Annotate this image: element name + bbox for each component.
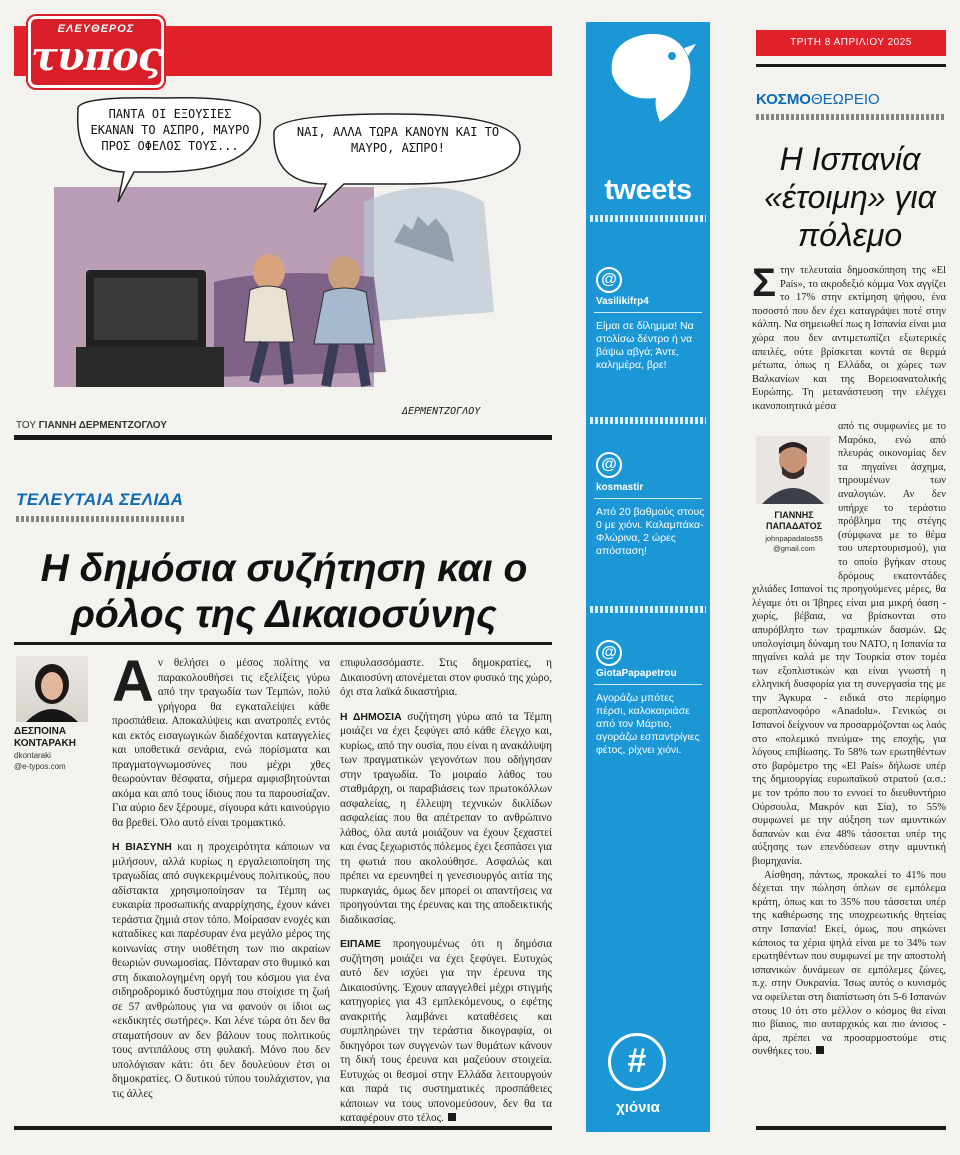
article-headline: Η δημόσια συζήτηση και ο ρόλος της Δικαιοσύνης (40, 547, 528, 636)
author-float-spacer (752, 420, 838, 580)
divider (14, 1126, 552, 1130)
divider (14, 435, 552, 440)
paragraph (340, 710, 552, 928)
paragraph-text: την τελευταία δημοσκόπηση της «El País», το ακροδεξιό κόμμα Vox αγγίζει το 17% στην εκτίμηση ψήφου, ένα ποσοστό που δεν έχει καταγράψει ποτέ στην κάλπη. Να σημειωθεί πως η Ισπανία είναι μια χώρα που δεν αντιμετωπίζει εξωτερικές απειλές, ούτε βρίσκεται κοντά σε θερμά μέτωπα, όπως η Ελλάδα, οι χώρες των Βαλκανίων και της Βορειοανατολικής Ευρώπης. Τη μετανάστευση την ελέγχει ικανοποιητικά μέσα (752, 265, 946, 412)
paragraph-text: προηγουμένως ότι η δημόσια συζήτηση μοιάζει να έχει ξεφύγει. Ευτυχώς αυτό δεν ισχύει για την έρευνα της Δικαιοσύνης. Έχουν απαγγελθεί μέχρι στιγμής κατηγορίες για 43 εμπλεκόμενους, ο εφέτης ανακριτής λαμβάνει καταθέσεις και συμπληρώνει την τεράστια δικογραφία, οι δικηγόροι των συγγενών των θυμάτων κάνουν τη δική τους έρευνα και μαζεύουν στοιχεία. Ευτυχώς οι θεσμοί στην Ελλάδα λειτουργούν και παρά τις συστηματικές προσπάθειες κάποιων να τους υπονομεύσουν, δεν θα τα καταφέρουν στο τέλος. (340, 938, 552, 1124)
paragraph (340, 656, 552, 700)
tweet-text: Είμαι σε δίλημμα! Να στολίσω δέντρο ή να βάψω αβγά; Άντε, καλημέρα, βρε! (596, 320, 694, 371)
author-name: ΔΕΣΠΟΙΝΑ ΚΟΝΤΑΡΑΚΗ (14, 726, 76, 749)
drop-cap: Α (112, 649, 154, 714)
tweet-handle[interactable]: kosmastir (596, 482, 644, 493)
drop-cap: Σ (752, 261, 777, 305)
tweets-column (586, 22, 710, 1132)
paragraph (752, 261, 946, 414)
tweet-bird-icon (600, 30, 696, 130)
dotted-divider (590, 417, 706, 424)
paragraph-lead: ΕΙΠΑΜΕ (340, 938, 381, 950)
paragraph (752, 869, 946, 1059)
section-label-last-page[interactable]: ΤΕΛΕΥΤΑΙΑ ΣΕΛΙΔΑ (16, 490, 184, 509)
dotted-divider (590, 606, 706, 613)
tweets-title: tweets (604, 174, 692, 206)
author-name-2: ΓΙΑΝΝΗΣ ΠΑΠΑΔΑΤΟΣ (766, 510, 822, 531)
right-article-intro (752, 261, 946, 414)
divider (756, 64, 946, 67)
tweet-text: Από 20 βαθμούς στους 0 με χιόνι. Καλαμπάκα-Φλώρινα, 2 ώρες απόσταση! (596, 506, 705, 557)
author-email[interactable] (14, 750, 104, 772)
paragraph-text: επιφυλασσόμαστε. Στις δημοκρατίες, η Δικαιοσύνη απονέμεται στον φυσικό της χώρο, όχι στα λαϊκά δικαστήρια. (340, 657, 552, 698)
section-label-bold: ΚΟΣΜΟ (756, 91, 811, 108)
tweet-handle[interactable]: Vasilikifrp4 (596, 296, 649, 307)
tweet-handle[interactable]: GiotaPapapetrou (596, 668, 677, 679)
article-column-1 (112, 649, 330, 1126)
end-mark (448, 1113, 456, 1121)
author-email-user: johnpapadatos55 (765, 534, 823, 543)
cartoon-bubble-2: ΝΑΙ, ΑΛΛΑ ΤΩΡΑ ΚΑΝΟΥΝ ΚΑΙ ΤΟ ΜΑΥΡΟ, ΑΣΠΡΟ! (296, 125, 500, 155)
logo-top-word: ΕΛΕΥΘΕΡΟΣ (57, 23, 135, 35)
author-email-domain: @gmail.com (773, 544, 815, 553)
end-mark (816, 1046, 824, 1054)
editorial-cartoon (14, 92, 552, 422)
at-icon: @ (596, 452, 622, 478)
divider (594, 312, 702, 313)
issue-date: ΤΡΙΤΗ 8 ΑΠΡΙΛΙΟΥ 2025 (756, 30, 946, 56)
author-avatar (16, 656, 88, 722)
paragraph-text: από τις συμφωνίες με το Μαρόκο, ενώ από πλευράς οικονομίας δεν τα πηγαίνει άσχημα, τηρουμένων των αναλογιών. Αν δεν υπήρχε το τεράστιο πρόβλημα της στέγης (σύμφωνα με το θέμα του υπερτουρισμού), για το οποίο βγήκαν στους δρόμους εκατοντάδες χιλιάδες Ισπανοί τις προηγούμενες μέρες, θα λέγαμε ότι οι Ίβηρες είναι μια μικρή όαση - χωρίς, βέβαια, να βρίσκονται στο απυρόβλητο των τραμπικών δασμών. Ως υπολογίσιμη δύναμη του NATO, η Ισπανία τα πηγαίνει καλά με την Τουρκία στον τομέα των εξοπλιστικών και είναι γνωστή η ελληνική δυσφορία για τη συνεργασία της με την Άγκυρα - ειδικά στο περίφημο αεροπλανοφόρο «Anadolu». Γενικώς οι Ισπανοί δείχνουν να προσαρμόζονται ως λαός στο «πολεμικό πνεύμα» της εποχής, για λόγους επιβίωσης. Το 58% των ερωτηθέντων στο βαρόμετρο της «El País» δήλωσε υπέρ της δημιουργίας ευρωπαϊκού στρατού (α.σ.: με τον τρόπο που το εννοεί το διευθυντήριο Ούρσουλα, Μακρόν και Σία), το 55% συμφωνεί με την αύξηση των αμυντικών δαπανών και ένα 48% τάσσεται υπέρ της αύξησης των επενδύσεων στην αμυντική βιομηχανία. (752, 421, 946, 867)
newspaper-logo[interactable] (28, 16, 164, 88)
cartoon-credit-prefix: ΤΟΥ (16, 420, 36, 431)
dotted-divider (756, 114, 946, 120)
hashtag-label[interactable]: χιόνια (616, 1099, 660, 1116)
paragraph-lead: Η ΔΗΜΟΣΙΑ (340, 710, 402, 723)
paragraph (112, 840, 330, 1101)
paragraph (340, 937, 552, 1126)
dotted-divider (590, 215, 706, 222)
paragraph (112, 649, 330, 830)
logo-word: τυπος (31, 33, 161, 80)
author-email-domain: @e-typos.com (14, 762, 66, 771)
section-label-kosmotheoreio[interactable] (756, 91, 880, 108)
cartoon-credit-name: ΓΙΑΝΝΗ ΔΕΡΜΕΝΤΖΟΓΛΟΥ (38, 420, 167, 431)
paragraph-text: και η προχειρότητα κάποιων να μιλήσουν, αλλά κυρίως η εργαλειοποίηση της τραγωδίας από συγκεκριμένους πολιτικούς, που αδίστακτα χρησιμοποίησαν τα Τέμπη ως ευκαιρία προσωπικής αναρρίχησης, έχουν κάνει τεράστια ζημιά στον τόπο. Μοίρασαν ενοχές και καταδίκες και παρέσυραν ένα μεγάλο μέρος της κοινωνίας στην υιοθέτηση των πιο ακραίων θεωριών συνωμοσίας. Πόνταραν στο θυμικό και στη δικαιολογημένη οργή του κόσμου για ένα σιδηροδρομικό δυστύχημα που στοίχισε τη ζωή σε 57 ανθρώπους για να φανούν οι ίδιοι ως «εκδικητές σωτήρες». Και λένε τώρα ότι δεν θα σταματήσουν αν δεν βάλουν τους πολιτικούς τους αντιπάλους στη φυλακή. Μόνο που δεν υπολόγισαν κάτι: ότι δεν δουλεύουν έτσι οι δημοκρατίες. Ο δυτικού τύπου τουλάχιστον, για τις άλλες (112, 841, 330, 1100)
divider (594, 684, 702, 685)
at-icon: @ (596, 267, 622, 293)
cartoon-signature: ΔΕΡΜΕΝΤΖΟΓΛΟΥ (402, 406, 481, 417)
dotted-divider (16, 516, 186, 522)
article-headline-right: Η Ισπανία «έτοιμη» για πόλεμο (764, 141, 936, 253)
hashtag-icon: # (608, 1033, 666, 1091)
divider (594, 498, 702, 499)
cartoon-bubble-1: ΠΑΝΤΑ ΟΙ ΕΞΟΥΣΙΕΣ ΕΚΑΝΑΝ ΤΟ ΑΣΠΡΟ, ΜΑΥΡΟ ΠΡΟΣ ΟΦΕΛΟΣ ΤΟΥΣ... (90, 107, 250, 153)
right-article-body (752, 420, 946, 1126)
paragraph-text: συζήτηση γύρω από τα Τέμπη μοιάζει να έχει ξεφύγει από κάθε έλεγχο και, κυρίως, από την ουσία, που είναι η ανακάλυψη των πραγματικών γεγονότων που οδήγησαν στην τραγωδία. Το μοιραίο λάθος του σταθμάρχη, οι παραβιάσεις των πρωτοκόλλων ασφαλείας, η έλλειψη τεχνικών δικλίδων ασφαλείας που θα απέτρεπαν το ανθρώπινο λάθος, όλα αυτά μοιάζουν να έχουν ξεχαστεί και ένας ξεχωριστός πόλεμος έχει ξεσπάσει για τη φωτιά που ακολούθησε. Ασφαλώς και πρέπει να ερευνηθεί η γενεσιουργός αιτία της πυρκαγιάς, όμως δεν μπορεί οι απαντήσεις να προηγούνται της έρευνας και της αποδεικτικής διαδικασίας. (340, 710, 552, 926)
article-column-2 (340, 656, 552, 1126)
divider (756, 1126, 946, 1130)
at-icon: @ (596, 640, 622, 666)
section-label-light: ΘΕΩΡΕΙΟ (810, 91, 880, 108)
paragraph-text: Αίσθηση, πάντως, προκαλεί το 41% που δέχεται την πώληση όπλων σε εμπόλεμα κράτη, όπως και το 35% που τάσσεται υπέρ της καθιέρωσης της υποχρεωτικής θητείας στην Ισπανία! Εκεί, όμως, που σηκώνει κάποιος τα χέρια ψηλά είναι με το 34% των ερωτηθέντων που συμφωνεί με την αποστολή ισπανικών δυνάμεων σε εμπόλεμες ζώνες, π.χ. στην Ουκρανία. Ίσως αυτός ο κυνισμός να οφείλεται στη διαπίστωση ότι 5-6 Ισπανών στους 10 ότι στο μέλλον ο κόσμος θα είναι πιο βίαιος, πιο αυταρχικός και πιο άνισος - άρα, πρέπει να προσαρμοστούμε στις συνθήκες του. (752, 869, 946, 1058)
tweet-text: Αγοράζω μπότες πέρσι, καλοκαιριάσε από τον Μάρτιο, αγοράζω εσπαντρίγιες φέτος, ρίχνει χιόνι. (596, 692, 700, 756)
divider (14, 642, 552, 645)
author-email-user: dkontaraki (14, 751, 51, 760)
cartoon-credit (16, 420, 167, 431)
paragraph-text: ν θελήσει ο μέσος πολίτης να παρακολουθήσει τις εξελίξεις γύρω από την τραγωδία των Τεμπών, πολύ γρήγορα θα εγκαταλείψει κάθε προσπάθεια. Αποκαλύψεις και ανατροπές εντός και εκτός εισαγωγικών διαδέχονται καταγγελίες και υποθετικά σενάρια, ενώ πορίσματα και πραγματογνωμοσύνες που μέχρι χθες θεωρούνταν θέσφατα, σήμερα αμφισβητούνται ακόμα και από τους ίδιους που τα παρουσίαζαν. Για αύριο δεν ξέρουμε, σίγουρα κάτι καινούργιο θα βρεθεί. Όλο αυτό είναι τρομακτικό. (112, 657, 330, 829)
paragraph-lead: Η ΒΙΑΣΥΝΗ (112, 841, 172, 853)
